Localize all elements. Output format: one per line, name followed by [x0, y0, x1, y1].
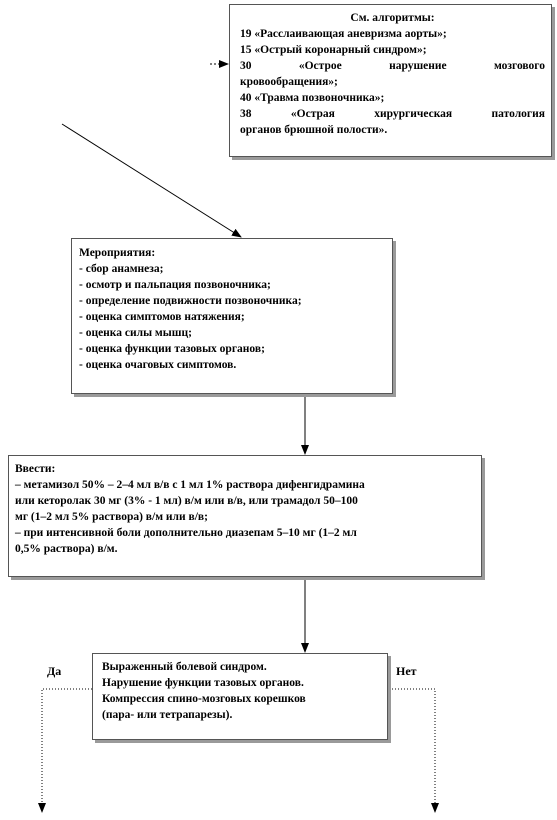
algorithms-title: См. алгоритмы:: [350, 12, 435, 24]
algorithms-reference-box: [229, 4, 552, 157]
decision-box: [92, 653, 388, 740]
decision-line: Нарушение функции тазовых органов.: [102, 677, 304, 689]
administer-line: – при интенсивной боли дополнительно диазепам 5–10 мг (1–2 мл: [15, 527, 357, 539]
algorithms-line: органов брюшной полости».: [240, 124, 388, 136]
algorithms-line: 30 «Острое нарушение мозгового: [240, 60, 545, 72]
administer-box: [8, 455, 482, 577]
measures-box: [71, 238, 393, 394]
decision-line: (пара- или тетрапарезы).: [102, 709, 233, 721]
branch-no-line: [389, 689, 435, 812]
administer-line: 0,5% раствора) в/м.: [15, 543, 118, 555]
measures-title: Мероприятия:: [79, 247, 156, 259]
arrow-to-measures: [62, 124, 241, 237]
measures-item: - оценка силы мышц;: [79, 327, 192, 339]
administer-title: Ввести:: [15, 463, 56, 475]
measures-item: - оценка симптомов натяжения;: [79, 311, 245, 323]
algorithms-line: кровообращения»;: [240, 76, 338, 88]
administer-line: – метамизол 50% – 2–4 мл в/в с 1 мл 1% раствора дифенгидрамина: [15, 479, 365, 491]
administer-line: мг (1–2 мл 5% раствора) в/м или в/в;: [15, 511, 208, 523]
no-label: Нет: [396, 664, 417, 678]
algorithms-line: 19 «Расслаивающая аневризма аорты»;: [240, 28, 447, 40]
measures-item: - оценка очаговых симптомов.: [79, 359, 237, 371]
measures-item: - сбор анамнеза;: [79, 263, 164, 275]
algorithms-line: 40 «Травма позвоночника»;: [240, 92, 385, 104]
algorithms-line: 15 «Острый коронарный синдром»;: [240, 44, 427, 56]
algorithms-line: 38 «Острая хирургическая патология: [240, 108, 545, 120]
measures-item: - оценка функции тазовых органов;: [79, 343, 265, 355]
yes-label: Да: [47, 664, 62, 678]
measures-item: - осмотр и пальпация позвоночника;: [79, 279, 271, 291]
decision-line: Выраженный болевой синдром.: [102, 661, 267, 673]
administer-line: или кеторолак 30 мг (3% - 1 мл) в/м или в/в, или трамадол 50–100: [15, 495, 358, 507]
branch-yes-line: [42, 689, 92, 812]
measures-item: - определение подвижности позвоночника;: [79, 295, 302, 307]
decision-line: Компрессия спино-мозговых корешков: [102, 693, 306, 705]
